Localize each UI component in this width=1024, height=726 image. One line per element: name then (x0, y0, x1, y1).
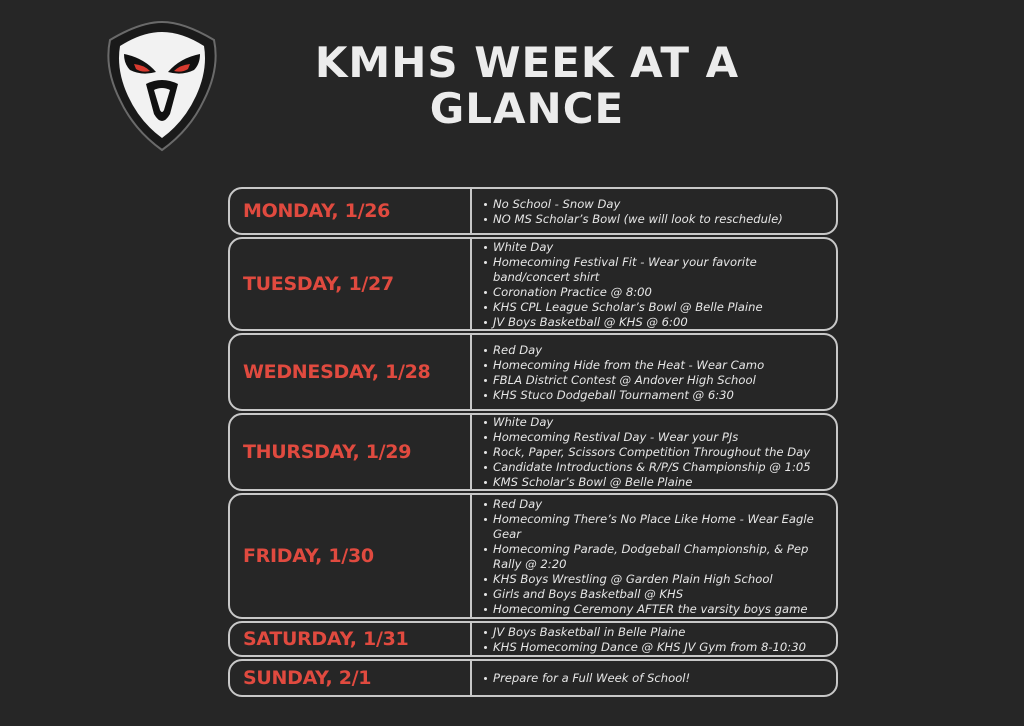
day-label: TUESDAY, 1/27 (230, 239, 472, 329)
event-item: KHS Stuco Dodgeball Tournament @ 6:30 (484, 388, 832, 403)
event-item: Homecoming Hide from the Heat - Wear Camo (484, 358, 832, 373)
event-item: Prepare for a Full Week of School! (484, 671, 832, 686)
event-item: Girls and Boys Basketball @ KHS (484, 587, 832, 602)
schedule-row-monday (228, 187, 838, 235)
event-item: Homecoming There’s No Place Like Home - Wear Eagle Gear (484, 512, 832, 542)
event-item: FBLA District Contest @ Andover High School (484, 373, 832, 388)
event-list (472, 239, 836, 329)
event-item: Homecoming Ceremony AFTER the varsity boys game (484, 602, 832, 617)
event-item: Homecoming Restival Day - Wear your PJs (484, 430, 832, 445)
day-label: FRIDAY, 1/30 (230, 495, 472, 617)
day-label: THURSDAY, 1/29 (230, 415, 472, 489)
event-item: Homecoming Parade, Dodgeball Championship, & Pep Rally @ 2:20 (484, 542, 832, 572)
event-list (472, 495, 836, 617)
event-item: KHS CPL League Scholar’s Bowl @ Belle Plaine (484, 300, 832, 315)
event-item: White Day (484, 415, 832, 430)
event-list (472, 415, 836, 489)
schedule-table (228, 187, 838, 699)
day-label: WEDNESDAY, 1/28 (230, 335, 472, 409)
event-item: Red Day (484, 497, 832, 512)
event-item: KMS Scholar’s Bowl @ Belle Plaine (484, 475, 832, 490)
event-item: JV Boys Basketball in Belle Plaine (484, 625, 832, 640)
schedule-row-tuesday (228, 237, 838, 331)
page-title: KMHS WEEK AT A GLANCE (314, 38, 740, 133)
event-list (472, 623, 836, 655)
event-list (472, 661, 836, 695)
event-item: Candidate Introductions & R/P/S Championship @ 1:05 (484, 460, 832, 475)
event-list (472, 189, 836, 233)
event-item: Red Day (484, 343, 832, 358)
day-label: MONDAY, 1/26 (230, 189, 472, 233)
schedule-row-friday (228, 493, 838, 619)
schedule-row-thursday (228, 413, 838, 491)
event-item: KHS Boys Wrestling @ Garden Plain High School (484, 572, 832, 587)
event-item: Homecoming Festival Fit - Wear your favorite band/concert shirt (484, 255, 832, 285)
event-item: Coronation Practice @ 8:00 (484, 285, 832, 300)
schedule-row-sunday (228, 659, 838, 697)
eagle-head-icon (100, 18, 224, 154)
schedule-row-saturday (228, 621, 838, 657)
event-item: JV Boys Basketball @ KHS @ 6:00 (484, 315, 832, 330)
day-label: SATURDAY, 1/31 (230, 623, 472, 655)
event-list (472, 335, 836, 409)
event-item: No School - Snow Day (484, 197, 832, 212)
event-item: Rock, Paper, Scissors Competition Throughout the Day (484, 445, 832, 460)
event-item: KHS Homecoming Dance @ KHS JV Gym from 8-10:30 (484, 640, 832, 655)
day-label: SUNDAY, 2/1 (230, 661, 472, 695)
schedule-row-wednesday (228, 333, 838, 411)
event-item: NO MS Scholar’s Bowl (we will look to reschedule) (484, 212, 832, 227)
event-item: White Day (484, 240, 832, 255)
